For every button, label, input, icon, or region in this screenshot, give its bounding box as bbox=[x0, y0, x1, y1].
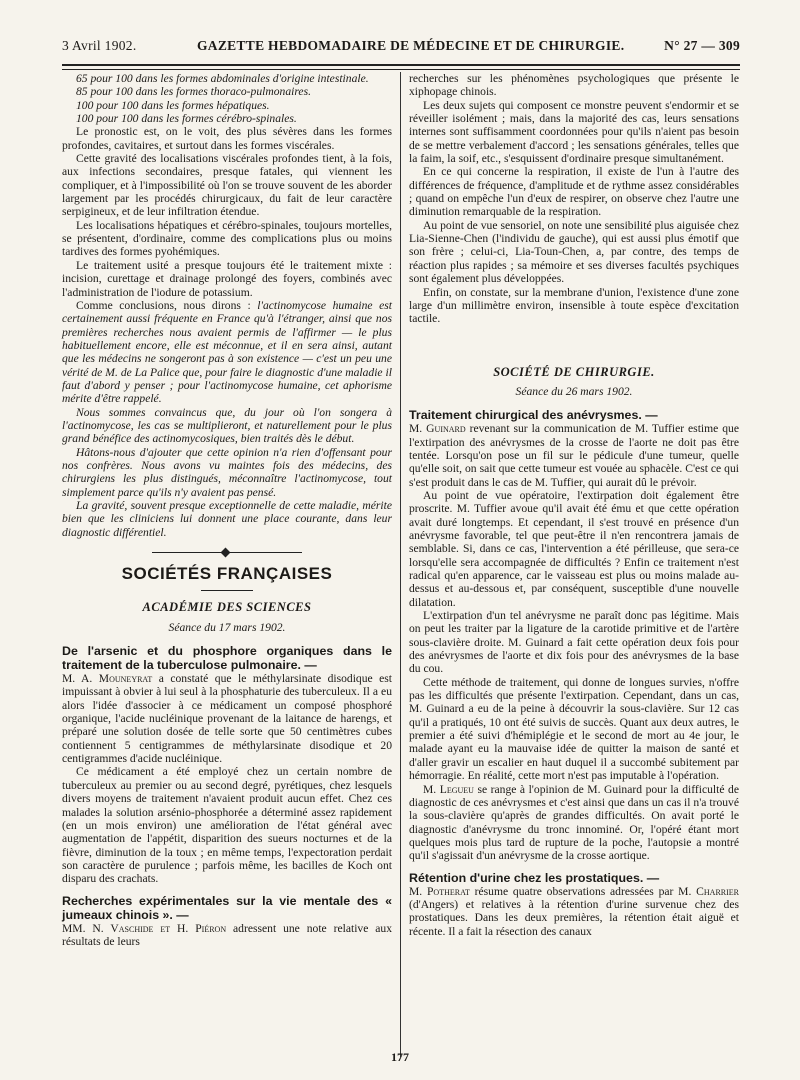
conclusions-text: l'actinomycose humaine est certainement aussi fréquente en France qu'à l'étranger, ainsi que nos premières recherches nous avaient permis de l'affirmer — le plus habituellement encore, elle est méconnue, et il en sera ainsi, autant que les médecins ne songeront pas à son existence — c'est un peu une vérité de M. de La Palice que, pour faire le diagnostic d'une maladie il faut d'abord y penser ; pour l'actinomycose humaine, cet aphorisme mérite d'être rappelé. bbox=[62, 298, 392, 406]
paragraph: Hâtons-nous d'ajouter que cette opinion n'a rien d'offensant pour nos confrères. Nous avons vu maintes fois des médecins, des chirurgiens les plus distingués, méconnaître l'actinomycose, tout simplement parce qu'ils n'y avaient pas pensé. bbox=[62, 445, 392, 499]
session-date: Séance du 26 mars 1902. bbox=[515, 384, 633, 398]
article-title: De l'arsenic et du phosphore organiques dans le traitement de la tuberculose pulmonaire. — bbox=[62, 644, 392, 673]
issue-and-page: N° 27 — 309 bbox=[664, 38, 740, 53]
session-date: Séance du 17 mars 1902. bbox=[168, 620, 286, 634]
article-text: résume quatre observations adressées par bbox=[474, 884, 674, 898]
article-body bbox=[409, 885, 739, 938]
article-text: (d'Angers) et relatives à la rétention d'urine survenue chez des prostatiques. Dans les deux premières, la rétention était aiguë et récente. Il a fait la résection des canaux bbox=[409, 897, 739, 938]
paragraph: Au point de vue sensoriel, on note une sensibilité plus aiguisée chez Lia-Sienne-Chen (l'individu de gauche), qui est aussi plus émotif que son frère ; celui-ci, Lia-Toun-Chen, a, par contre, des temps de réaction plus rapides ; sa mémoire et ses diverses facultés psychiques sont également plus développées. bbox=[409, 218, 739, 286]
article-text: adressent une note relative aux résultats de leurs bbox=[62, 921, 393, 948]
right-column bbox=[409, 72, 739, 938]
article-body bbox=[409, 783, 739, 863]
author-name: M. Potherat bbox=[409, 884, 470, 898]
stat-line: 85 pour 100 dans les formes thoraco-pulmonaires. bbox=[76, 85, 311, 99]
paragraph: Au point de vue opératoire, l'extirpation doit également être proscrite. M. Tuffier avoue qu'il avait été ému et que cette opération avait duré longtemps. Et cependant, il s'est trouvé en présence d'un anévrysme favorable, tel que peut-être il n'en rencontrera jamais de semblable. Si, dans ce cas, l'intervention a été périlleuse, que sera-ce lorsqu'elle sera accompagnée de difficultés ? Enfin ce traitement n'est radical qu'en apparence, car le vaisseau est plus ou moins malade au-dessus et au-dessous et, par conséquent, susceptible d'une nouvelle dilatation. bbox=[409, 488, 739, 609]
article-text: a constaté que le méthylarsinate disodique est impuissant à obvier à lui seul à la phosphaturie des tuberculeux. Il a eu alors l'idée d'associer à ce médicament un composé phosphoré organique, l'acide nucléinique provenant de la laitance de harengs, et préparé une solution dosée de telle sorte que 50 centimètres cubes contiennent 5 centigrammes de méthylarsinate disodique et 20 centigrammes d'acide nucléinique. bbox=[62, 672, 393, 766]
paragraph: Les deux sujets qui composent ce monstre peuvent s'endormir et se réveiller isolément ; mais, dans la majorité des cas, leurs sensations internes sont suffisamment coordonnées pour qu'ils n'aient pas besoin de se mettre verbalement d'accord ; les sensations générales, telles que la faim, la soif, etc., s'esquissent d'ordinaire presque simultanément. bbox=[409, 98, 739, 166]
article-body bbox=[62, 922, 392, 949]
stat-line: 65 pour 100 dans les formes abdominales d'origine intestinale. bbox=[76, 72, 369, 85]
stat-line: 100 pour 100 dans les formes cérébro-spinales. bbox=[76, 112, 297, 126]
page-number: 177 bbox=[391, 1050, 409, 1064]
article-text: se range à l'opinion de M. Guinard pour la difficulté de diagnostic de ces anévrysmes et c'est ainsi que dans un cas il n'a trouvé la sous-clavière qu'après de grandes difficultés. On avait porté le diagnostic d'anévrysme du tronc innominé. Or, l'opéré étant mort quelques mois plus tard de rupture de la poche, l'autopsie a montré qu'il s'agissait d'un anévrysme de la crosse aortique. bbox=[409, 782, 739, 863]
paragraph: Le traitement usité a presque toujours été le traitement mixte : incision, curettage et drainage prolongé des foyers, combinés avec l'administration de l'iodure de potassium. bbox=[62, 258, 392, 299]
article-body bbox=[409, 422, 739, 489]
article-title: Traitement chirurgical des anévrysmes. — bbox=[409, 408, 658, 423]
author-name: M. Charrier bbox=[678, 884, 739, 898]
author-name: M. A. Mouneyrat bbox=[62, 672, 153, 686]
paragraph: Cette gravité des localisations viscérales profondes tient, à la fois, aux infections secondaires, presque fatales, qui viennent les compliquer, et à l'impossibilité où l'on se trouve souvent de les aborder largement par les procédés chirurgicaux, du fait de leur caractère serpigineux, et de leur infiltration étendue. bbox=[62, 152, 392, 219]
short-rule bbox=[201, 590, 253, 591]
section-ornament bbox=[152, 549, 302, 557]
paragraph: Ce médicament a été employé chez un certain nombre de tuberculeux au premier ou au second degré, pyrétiques, chez lesquels divers moyens de traitement n'avaient produit aucun effet. Chez ces malades la solution arsénio-phosphorée a déterminé assez rapidement (en un mois environ) une amélioration de l'état général avec augmentation de l'appétit, disparition des sueurs nocturnes et de la fièvre, diminution de la toux ; en même temps, l'expectoration perdait son caractère de purulence ; parfois même, les bacilles de Koch ont disparu des crachats. bbox=[62, 765, 392, 886]
header-date: 3 Avril 1902. bbox=[62, 38, 137, 53]
society-title: SOCIÉTÉ DE CHIRURGIE. bbox=[493, 364, 655, 379]
article-title: Rétention d'urine chez les prostatiques. — bbox=[409, 870, 660, 885]
society-title: ACADÉMIE DES SCIENCES bbox=[142, 600, 312, 615]
article-title: Recherches expérimentales sur la vie mentale des « jumeaux chinois ». — bbox=[62, 893, 392, 922]
section-title: SOCIÉTÉS FRANÇAISES bbox=[121, 564, 333, 584]
paragraph: Nous sommes convaincus que, du jour où l'on songera à l'actinomycose, les cas se multiplieront, et naturellement pour le plus grand bénéfice des actinomycosiques, bien traités dès le début. bbox=[62, 405, 392, 446]
stat-line: 100 pour 100 dans les formes hépatiques. bbox=[76, 98, 270, 112]
paragraph: La gravité, souvent presque exceptionnelle de cette maladie, mérite bien que les cliniciens lui donnent une place courante, dans leur diagnostic différentiel. bbox=[62, 499, 392, 539]
article-text: revenant sur la communication de M. Tuffier estime que l'extirpation des anévrysmes de la crosse de l'aorte ne doit pas être tentée. Lorsqu'on pose un fil sur le pédicule d'une tumeur, quelle qu'elle soit, on sait que cette tumeur est vouée au sphacèle. C'est ce qui s'est produit dans le cas de M. Tuffier, qui aurait dû le prévoir. bbox=[409, 422, 739, 489]
author-name: M. Legueu bbox=[423, 782, 474, 796]
paragraph: Enfin, on constate, sur la membrane d'union, l'existence d'une zone large d'un millimètre environ, insensible à toute espèce d'excitation tactile. bbox=[409, 285, 739, 326]
header-rule bbox=[62, 64, 740, 70]
paragraph: Les localisations hépatiques et cérébro-spinales, toujours mortelles, se présentent, d'ordinaire, comme des complications plus ou moins tardives des formes pyohémiques. bbox=[62, 218, 392, 259]
running-header bbox=[62, 38, 740, 58]
left-column bbox=[62, 72, 392, 948]
author-name: M. Guinard bbox=[409, 422, 466, 436]
column-divider bbox=[400, 72, 401, 1057]
conclusions-paragraph bbox=[62, 299, 392, 406]
conclusions-intro: Comme conclusions, nous dirons : bbox=[76, 298, 251, 312]
paragraph: Le pronostic est, on le voit, des plus sévères dans les formes profondes, cavitaires, et surtout dans les formes viscérales. bbox=[62, 125, 392, 152]
paragraph: Cette méthode de traitement, qui donne de longues survies, n'offre pas les difficultés que présente l'extirpation. Cependant, dans un cas, M. Guinard a eu de la peine à découvrir la sous-clavière. Sur 12 cas qu'il a pratiqués, 10 ont été suivis de succès. Quant aux deux autres, le premier a été suivi d'hémiplégie et le second de mort au 4e jour, le malade ayant eu la mauvaise idée de quitter la maison de santé et d'aller gravir un escalier en haut duquel il a succombé subitement par hémorragie. En réalité, cette mort n'est pas imputable à l'opération. bbox=[409, 675, 739, 783]
paragraph: En ce qui concerne la respiration, il existe de l'un à l'autre des différences de fréquence, d'amplitude et de rythme assez considérables ; quand on empêche l'un d'eux de respirer, on observe chez l'autre une diminution remarquable de la respiration. bbox=[409, 165, 739, 219]
paragraph: recherches sur les phénomènes psychologiques que présente le xiphopage chinois. bbox=[409, 72, 739, 99]
article-body bbox=[62, 672, 392, 765]
journal-title: GAZETTE HEBDOMADAIRE DE MÉDECINE ET DE CHIRURGIE. bbox=[197, 38, 625, 53]
paragraph: L'extirpation d'un tel anévrysme ne paraît donc pas légitime. Mais on peut les traiter par la ligature de la carotide primitive et de l'artère sous-clavière droite. M. Guinard a fait cette opération deux fois pour des anévrysmes de l'aorte et dix fois pour des anévrysmes de la base du cou. bbox=[409, 609, 739, 676]
author-name: MM. N. Vaschide et H. Piéron bbox=[62, 921, 227, 935]
